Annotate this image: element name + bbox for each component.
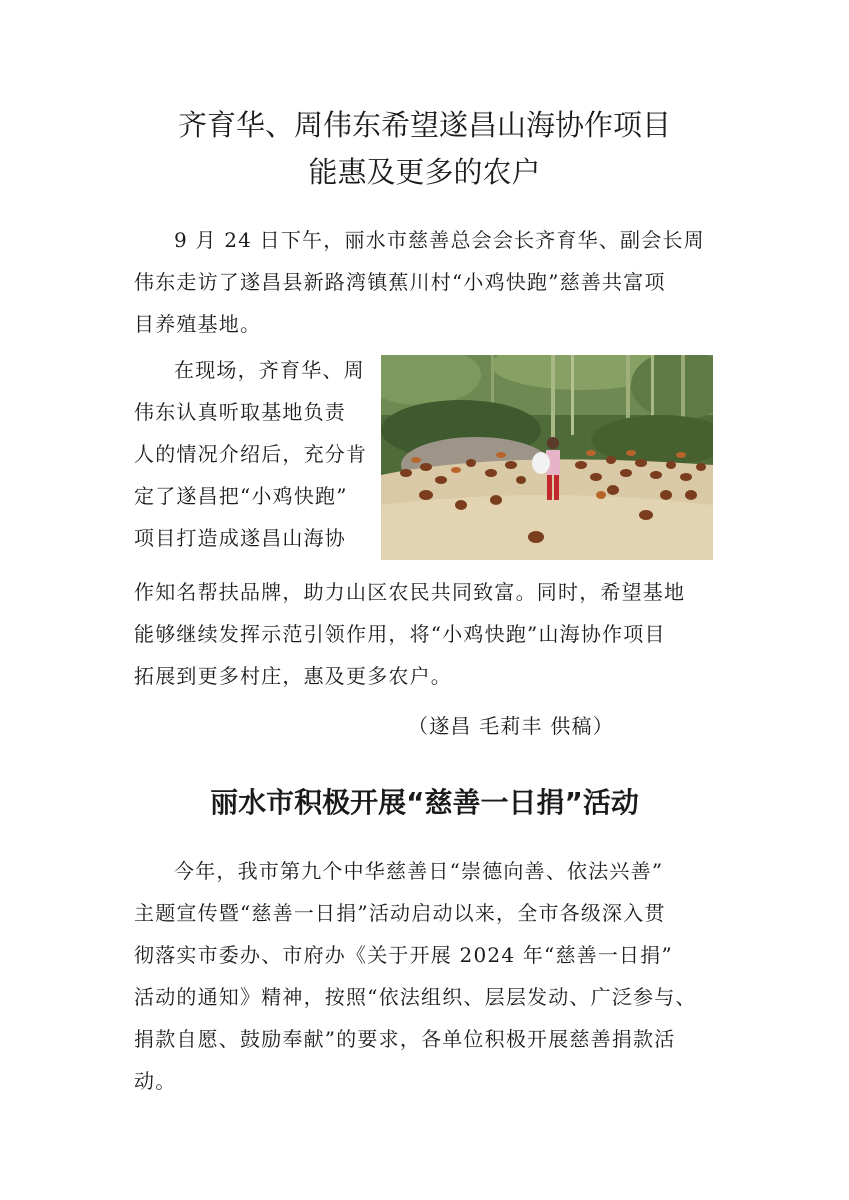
article1-p2-line: 在现场，齐育华、周 — [174, 358, 365, 382]
article1-p2-line: 定了遂昌把“小鸡快跑” — [134, 484, 348, 508]
article1-p1-line: 目养殖基地。 — [134, 312, 262, 336]
article1-p1-line: 伟东走访了遂昌县新路湾镇蕉川村“小鸡快跑”慈善共富项 — [134, 270, 666, 294]
article2-p1-line: 活动的通知》精神，按照“依法组织、层层发动、广泛参与、 — [134, 985, 697, 1009]
article1-p2-line: 拓展到更多村庄，惠及更多农户。 — [134, 664, 452, 688]
article1-p2-line: 能够继续发挥示范引领作用，将“小鸡快跑”山海协作项目 — [134, 622, 666, 646]
article2-p1-line: 捐款自愿、鼓励奉献”的要求，各单位积极开展慈善捐款活 — [134, 1027, 676, 1051]
article1-p2-line: 人的情况介绍后，充分肯 — [134, 442, 368, 466]
article2-p1-line: 动。 — [134, 1069, 177, 1093]
article1-title-line1: 齐育华、周伟东希望遂昌山海协作项目 — [177, 108, 671, 142]
chicken-farm-photo — [381, 355, 713, 560]
article1-p2-line: 项目打造成遂昌山海协 — [134, 526, 346, 550]
article2-p1-line: 今年，我市第九个中华慈善日“崇德向善、依法兴善” — [174, 859, 664, 883]
article2-p1-line: 彻落实市委办、市府办《关于开展 2024 年“慈善一日捐” — [134, 943, 673, 967]
article1-p2-line: 伟东认真听取基地负责 — [134, 400, 346, 424]
article1-byline: （遂昌 毛莉丰 供稿） — [408, 714, 614, 738]
article1-title-line2: 能惠及更多的农户 — [308, 155, 541, 189]
article1-p2-line: 作知名帮扶品牌，助力山区农民共同致富。同时，希望基地 — [134, 580, 686, 604]
article2-p1-line: 主题宣传暨“慈善一日捐”活动启动以来，全市各级深入贯 — [134, 901, 666, 925]
article1-p1-line: 9 月 24 日下午，丽水市慈善总会会长齐育华、副会长周 — [174, 228, 705, 252]
article2-title: 丽水市积极开展“慈善一日捐”活动 — [210, 786, 639, 819]
